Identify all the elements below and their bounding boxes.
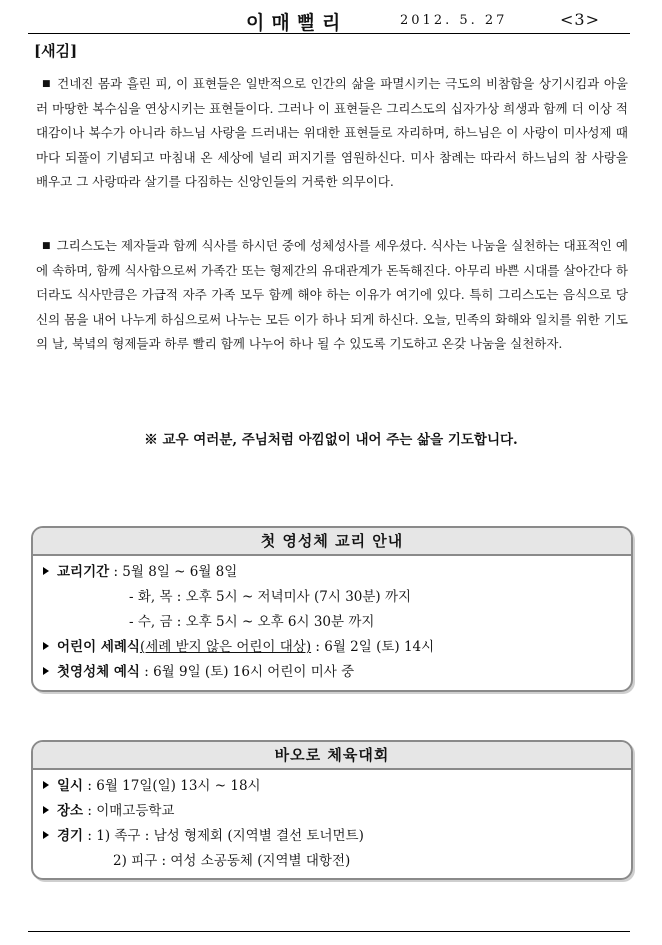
first-communion-box [31, 526, 633, 692]
period-label: 교리기간 [57, 564, 110, 580]
date-row [43, 774, 631, 799]
game-value-2: 2) 피구 : 여성 소공동체 (지역별 대항전) [113, 853, 351, 869]
issue-date: 2012. 5. 27 [400, 13, 508, 28]
period-line-2: - 수, 금 : 오후 5시 ~ 오후 6시 30분 까지 [129, 614, 375, 630]
paragraph-2 [36, 234, 628, 357]
communion-label: 첫영성체 예식 [57, 664, 140, 680]
triangle-bullet-icon [43, 806, 49, 814]
place-value: : 이매고등학교 [87, 803, 175, 819]
paragraph-2-text: 그리스도는 제자들과 함께 식사를 하시던 중에 성체성사를 세우셨다. 식사는 나눔을 실천하는 대표적인 예에 속하며, 함께 식사함으로써 가족간 또는 형제간의 유대관계가 돈독해진다. 아무리 바쁜 시대를 살아간다 하더라도 식사만큼은 가급적 자주 가족 모두 함께 해야 하는 이유가 여기에 있다. 특히 그리스도는 음식으로 당신의 몸을 내어 나누게 하심으로써 나누는 모든 이가 하나 되게 하신다. 오늘, 민족의 화해와 일치를 위한 기도의 날, 북녘의 형제들과 하루 빨리 함께 나누어 하나 될 수 있도록 기도하고 온갖 나눔을 실천하자. [36, 238, 628, 351]
footer-divider [28, 931, 630, 932]
prayer-line: ※ 교우 여러분, 주님처럼 아낌없이 내어 주는 삶을 기도합니다. [144, 432, 518, 448]
first-communion-title: 첫 영성체 교리 안내 [33, 528, 631, 556]
date-label: 일시 [57, 778, 84, 794]
triangle-bullet-icon [43, 781, 49, 789]
period-line-1: - 화, 목 : 오후 5시 ~ 저녁미사 (7시 30분) 까지 [129, 589, 412, 605]
baptism-value: : 6월 2일 (토) 14시 [315, 639, 435, 655]
date-value: : 6월 17일(일) 13시 ~ 18시 [87, 778, 261, 794]
section-label: [새김] [34, 42, 78, 60]
game-value-1: : 1) 족구 : 남성 형제회 (지역별 결선 토너먼트) [87, 828, 364, 844]
communion-value: : 6월 9일 (토) 16시 어린이 미사 중 [144, 664, 355, 680]
place-label: 장소 [57, 803, 84, 819]
game-label: 경기 [57, 828, 84, 844]
triangle-bullet-icon [43, 567, 49, 575]
communion-row [43, 660, 631, 685]
place-row [43, 799, 631, 824]
triangle-bullet-icon [43, 642, 49, 650]
period-row [43, 560, 631, 585]
triangle-bullet-icon [43, 667, 49, 675]
period-value: : 5월 8일 ~ 6월 8일 [113, 564, 238, 580]
sports-day-body [33, 770, 631, 874]
baptism-note: (세례 받지 않은 어린이 대상) [139, 639, 312, 655]
game-row [43, 824, 631, 849]
first-communion-body [33, 556, 631, 685]
square-bullet-icon: ■ [42, 79, 52, 89]
page-number: <3> [560, 10, 600, 29]
baptism-label: 어린이 세례식 [57, 639, 140, 655]
baptism-row [43, 635, 631, 660]
paragraph-1 [36, 72, 628, 195]
square-bullet-icon: ■ [42, 241, 51, 251]
sports-day-box [31, 740, 633, 880]
page-header [28, 6, 630, 34]
triangle-bullet-icon [43, 831, 49, 839]
newsletter-title: 이매뻘리 [246, 12, 348, 34]
header-divider [28, 33, 630, 34]
paragraph-1-text: 건네진 몸과 흘린 피, 이 표현들은 일반적으로 인간의 삶을 파멸시키는 극도의 비참함을 상기시킴과 아울러 마땅한 복수심을 연상시키는 표현들이다. 그러나 이 표현들은 그리스도의 십자가상 희생과 함께 더 이상 적대감이나 복수가 아니라 하느님 사랑을 드러내는 위대한 표현들로 자리하며, 하느님은 이 사랑이 미사성제 때마다 되풀이 기념되고 마침내 온 세상에 널리 퍼지기를 염원하신다. 미사 참례는 따라서 하느님의 참 사랑을 배우고 그 사랑따라 살기를 다짐하는 신앙인들의 거룩한 의무이다. [36, 76, 629, 189]
sports-day-title: 바오로 체육대회 [33, 742, 631, 770]
